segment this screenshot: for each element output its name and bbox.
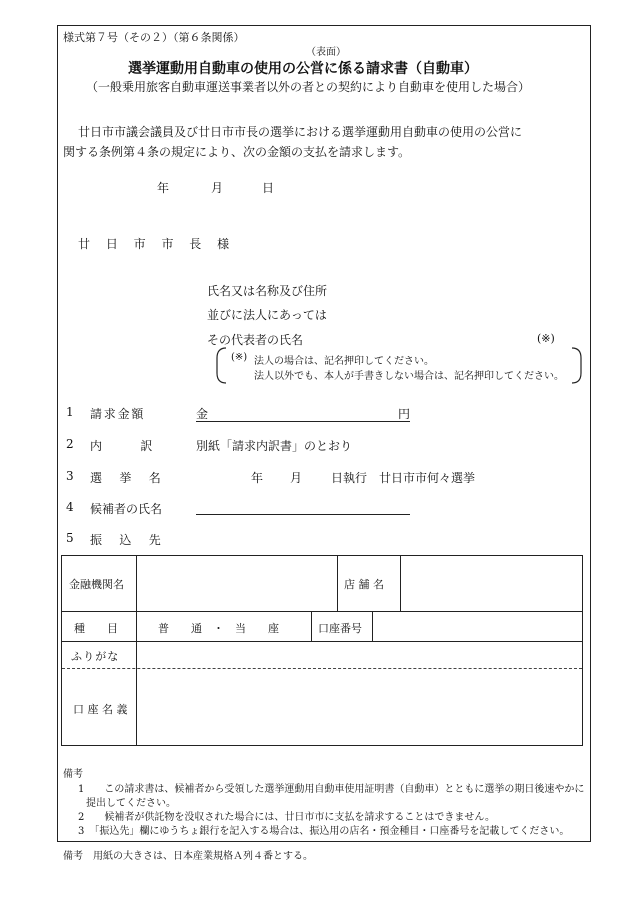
account-number-field[interactable] <box>374 613 580 639</box>
page-subtitle: （一般乗用旅客自動車運送事業者以外の者との契約により自動車を使用した場合） <box>86 80 531 94</box>
item-4-label: 候補者の氏名 <box>90 502 163 516</box>
applicant-label-3: その代表者の氏名 <box>207 333 304 347</box>
bank-row-line-2 <box>62 641 582 642</box>
addressee: 廿 日 市 市 長 様 <box>78 237 236 251</box>
page-title: 選挙運動用自動車の使用の公営に係る請求書（自動車） <box>128 61 478 77</box>
item-3-number: 3 <box>66 469 74 483</box>
election-month-label: 月 <box>290 471 303 485</box>
note-1-line-1: 1 この請求書は、候補者から受領した選挙運動用自動車使用証明書（自動車）とともに選挙の期日後速やかに <box>78 784 585 795</box>
note-line-1: 法人の場合は、記名押印してください。 <box>254 356 434 367</box>
item-2-number: 2 <box>66 437 74 451</box>
item-2-label <box>90 437 191 454</box>
date-year-label: 年 <box>157 181 170 195</box>
candidate-underline <box>196 514 410 515</box>
amount-underline <box>196 421 410 422</box>
body-line-1: 廿日市市議会議員及び廿日市市長の選挙における選挙運動用自動車の使用の公営に <box>78 125 523 139</box>
election-year-label: 年 <box>251 471 264 485</box>
amount-suffix: 円 <box>398 407 411 421</box>
branch-field[interactable] <box>402 558 580 609</box>
item-2-label-text: 内訳 <box>90 439 191 453</box>
form-number: 様式第７号（その２）（第６条関係） <box>63 31 245 44</box>
seal-mark: (※) <box>537 332 555 345</box>
account-name-label: 口 座 名 義 <box>73 703 128 716</box>
account-type-options[interactable]: 普 通 ・ 当 座 <box>158 622 279 635</box>
date-month-label: 月 <box>211 181 224 195</box>
bank-col-line-4 <box>311 611 312 641</box>
note-3: 3 「振込先」欄にゆうちょ銀行を記入する場合は、振込用の店名・預金種目・口座番号を記載してください。 <box>78 826 570 837</box>
item-2-value: 別紙「請求内訳書」のとおり <box>196 439 353 453</box>
institution-field[interactable] <box>138 558 335 609</box>
note-mark: (※) <box>231 352 248 363</box>
item-1-label: 請求金額 <box>90 407 146 421</box>
amount-prefix: 金 <box>196 407 209 421</box>
note-1-line-2: 提出してください。 <box>86 798 176 809</box>
amount-field[interactable] <box>212 402 394 420</box>
account-number-label: 口座番号 <box>318 622 362 635</box>
date-day-label: 日 <box>262 181 275 195</box>
account-name-field[interactable] <box>138 670 580 743</box>
institution-label: 金融機関名 <box>69 578 124 591</box>
furigana-label: ふりがな <box>71 650 120 663</box>
applicant-name-address-field[interactable] <box>320 280 530 346</box>
bank-col-line-1 <box>136 556 137 745</box>
furigana-field[interactable] <box>138 643 580 667</box>
bank-col-line-3 <box>400 556 401 611</box>
bank-table <box>61 555 583 746</box>
branch-label: 店 舗 名 <box>344 578 384 591</box>
item-5-number: 5 <box>66 531 74 545</box>
item-5-label: 振込先 <box>90 533 179 547</box>
bank-col-line-2 <box>337 556 338 611</box>
applicant-label-2: 並びに法人にあっては <box>207 308 327 322</box>
item-1-number: 1 <box>66 405 74 419</box>
bank-col-line-5 <box>372 611 373 641</box>
item-3-label: 選挙名 <box>90 471 179 485</box>
item-4-number: 4 <box>66 500 74 514</box>
side-label: （表面） <box>306 47 346 58</box>
bank-row-line-1 <box>62 611 582 612</box>
notes-header: 備考 <box>63 769 83 780</box>
page-footer: 備考 用紙の大きさは、日本産業規格Ａ列４番とする。 <box>63 851 313 862</box>
account-type-label: 種 目 <box>74 622 118 635</box>
applicant-label-1: 氏名又は名称及び住所 <box>207 284 328 298</box>
body-line-2: 関する条例第４条の規定により、次の金額の支払を請求します。 <box>63 145 411 159</box>
candidate-name-field[interactable] <box>196 496 410 514</box>
election-suffix: 日執行 廿日市市何々選挙 <box>331 471 476 485</box>
note-2: 2 候補者が供託物を没収された場合には、廿日市市に支払を請求することはできません。 <box>78 812 495 823</box>
bank-row-dash <box>62 668 582 669</box>
note-line-2: 法人以外でも、本人が手書きしない場合は、記名押印してください。 <box>254 371 564 382</box>
